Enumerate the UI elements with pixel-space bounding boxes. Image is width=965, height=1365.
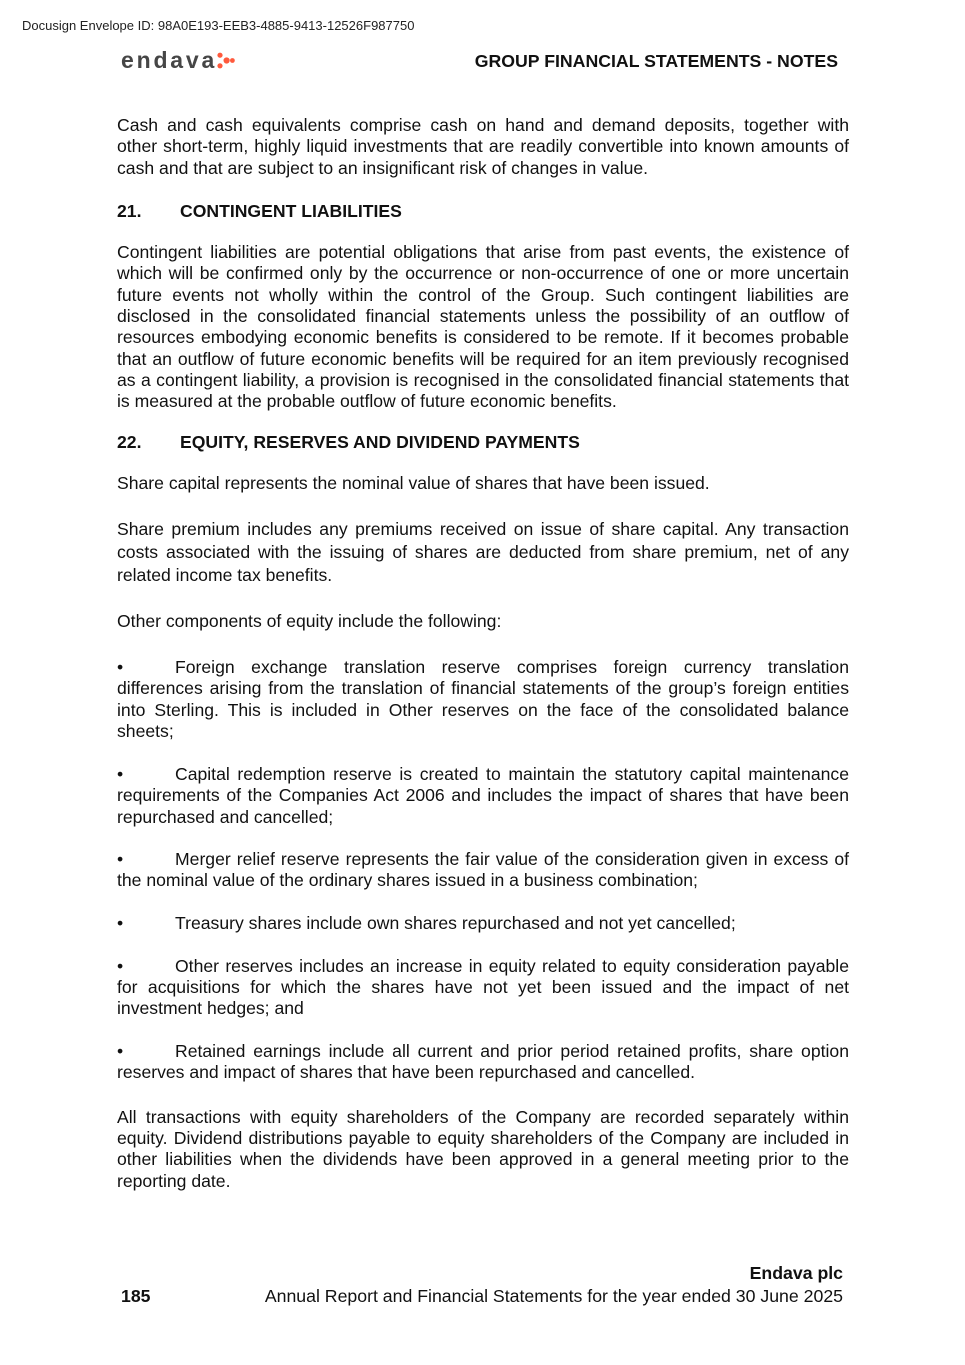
- equity-transactions-paragraph: [117, 1107, 849, 1192]
- page-section-title: GROUP FINANCIAL STATEMENTS - NOTES: [474, 51, 838, 71]
- text-line: [117, 956, 849, 977]
- bullet-text: Foreign exchange translation reserve comprises foreign currency translation: [175, 656, 849, 677]
- text-line: cash and that are subject to an insignificant risk of changes in value.: [117, 157, 649, 178]
- text-line: for acquisitions for which the shares have not yet been issued and the impact of net: [117, 977, 849, 998]
- text-line: other short-term, highly liquid investments that are readily convertible into known amounts of: [117, 136, 849, 157]
- share-premium-paragraph: [117, 518, 849, 587]
- bullet-item-foreign-exchange: [117, 657, 849, 742]
- bullet-text: Treasury shares include own shares repurchased and not yet cancelled;: [175, 912, 736, 933]
- text-line: requirements of the Companies Act 2006 and includes the impact of shares that have been: [117, 785, 849, 806]
- text-line: reporting date.: [117, 1170, 231, 1191]
- footer-report-title: Annual Report and Financial Statements for the year ended 30 June 2025: [264, 1286, 843, 1306]
- text-line: Other components of equity include the following:: [117, 610, 502, 631]
- text-line: [117, 1041, 849, 1062]
- bullet-text: Other reserves includes an increase in equity related to equity consideration payable: [175, 955, 849, 976]
- text-line: [117, 913, 849, 934]
- other-components-intro: [117, 611, 849, 632]
- bullet-symbol: •: [117, 656, 124, 677]
- text-line: All transactions with equity shareholders of the Company are recorded separately within: [117, 1106, 849, 1127]
- bullet-item-retained-earnings: [117, 1041, 849, 1084]
- section-title: CONTINGENT LIABILITIES: [180, 200, 402, 221]
- bullet-item-capital-redemption: [117, 764, 849, 828]
- bullet-item-other-reserves: [117, 956, 849, 1020]
- page-number: 185: [121, 1286, 151, 1306]
- section-number: 21.: [117, 200, 142, 221]
- text-line: Contingent liabilities are potential obligations that arise from past events, the existence of: [117, 242, 849, 263]
- section-21-heading: [117, 201, 849, 222]
- text-line: future events not wholly within the control of the Group. Such contingent liabilities are: [117, 284, 849, 305]
- text-line: Share premium includes any premiums received on issue of share capital. Any transaction: [117, 519, 849, 540]
- text-line: related income tax benefits.: [117, 565, 333, 586]
- endava-logo-mark-icon: [217, 52, 235, 69]
- text-line: equity. Dividend distributions payable to equity shareholders of the Company are included in: [117, 1128, 849, 1149]
- text-line: Share capital represents the nominal value of shares that have been issued.: [117, 472, 710, 493]
- page-body: [117, 115, 849, 1192]
- bullet-symbol: •: [117, 848, 124, 869]
- bullet-symbol: •: [117, 912, 124, 933]
- text-line: reserves and impact of shares that have been repurchased and cancelled.: [117, 1062, 696, 1083]
- endava-logo: [121, 47, 235, 73]
- text-line: [117, 849, 849, 870]
- bullet-symbol: •: [117, 1040, 124, 1061]
- bullet-text: Retained earnings include all current and prior period retained profits, share option: [175, 1040, 849, 1061]
- text-line: differences arising from the translation of financial statements of the group’s foreign entities: [117, 678, 849, 699]
- bullet-item-treasury-shares: [117, 913, 849, 934]
- text-line: sheets;: [117, 720, 174, 741]
- text-line: [117, 764, 849, 785]
- section-number: 22.: [117, 432, 142, 453]
- section-22-heading: [117, 432, 849, 453]
- text-line: investment hedges; and: [117, 998, 304, 1019]
- text-line: as a contingent liability, a provision is recognised in the consolidated financial statements that: [117, 369, 849, 390]
- text-line: that an outflow of future economic benefits will be required for an item previously recognised: [117, 348, 849, 369]
- text-line: costs associated with the issuing of shares are deducted from share premium, net of any: [117, 542, 849, 563]
- footer-company-name: Endava plc: [749, 1263, 843, 1283]
- text-line: other liabilities when the dividends have been approved in a general meeting prior to the: [117, 1149, 849, 1170]
- bullet-text: Merger relief reserve represents the fair value of the consideration given in excess of: [175, 848, 849, 869]
- text-line: resources embodying economic benefits is considered to be remote. If it becomes probable: [117, 327, 849, 348]
- share-capital-paragraph: [117, 473, 849, 494]
- text-line: disclosed in the consolidated financial statements unless the possibility of an outflow of: [117, 306, 849, 327]
- text-line: into Sterling. This is included in Other reserves on the face of the consolidated balance: [117, 699, 849, 720]
- text-line: Cash and cash equivalents comprise cash on hand and demand deposits, together with: [117, 115, 849, 135]
- docusign-envelope-id: Docusign Envelope ID: 98A0E193-EEB3-4885-9413-12526F987750: [22, 18, 415, 33]
- bullet-text: Capital redemption reserve is created to maintain the statutory capital maintenance: [175, 763, 849, 784]
- text-line: is measured at the probable outflow of future economic benefits.: [117, 391, 617, 412]
- bullet-symbol: •: [117, 955, 124, 976]
- contingent-liabilities-paragraph: [117, 242, 849, 412]
- bullet-item-merger-relief: [117, 849, 849, 892]
- bullet-symbol: •: [117, 763, 124, 784]
- text-line: the nominal value of the ordinary shares issued in a business combination;: [117, 870, 698, 891]
- text-line: which will be confirmed only by the occurrence or non-occurrence of one or more uncertain: [117, 263, 849, 284]
- logo-wordmark: endava: [121, 46, 218, 73]
- text-line: repurchased and cancelled;: [117, 806, 334, 827]
- text-line: [117, 657, 849, 678]
- cash-equivalents-paragraph: [117, 115, 849, 179]
- section-title: EQUITY, RESERVES AND DIVIDEND PAYMENTS: [180, 432, 580, 453]
